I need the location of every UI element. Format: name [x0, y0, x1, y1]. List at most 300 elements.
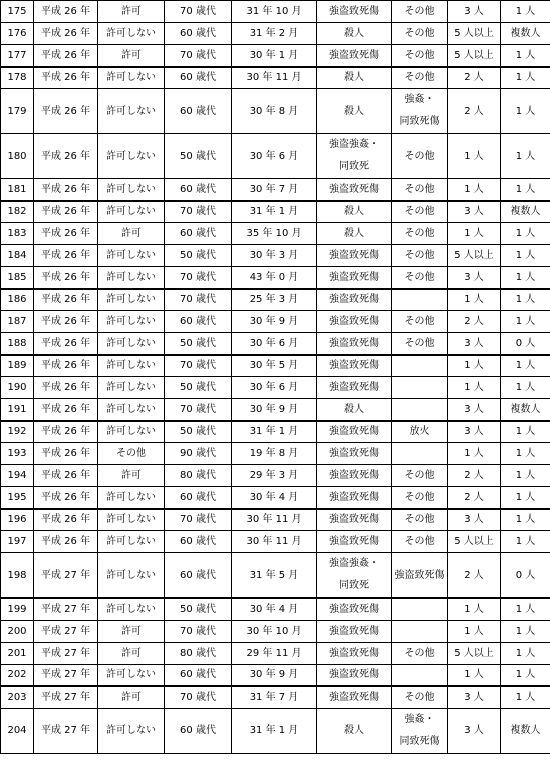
cell-other-crime: [392, 620, 448, 642]
table-row: [1, 289, 550, 311]
cell-number: 175: [1, 1, 34, 23]
cell-number: 197: [1, 531, 34, 553]
cell-count: 1 人: [501, 487, 550, 509]
cell-age-group: 60 歳代: [165, 708, 232, 753]
cell-other-crime: その他: [392, 509, 448, 531]
cell-other-crime: その他: [392, 245, 448, 267]
cell-permission: 許可: [98, 642, 165, 664]
cell-count: 0 人: [501, 553, 550, 599]
table-row: [1, 598, 550, 620]
cell-year: 平成 26 年: [34, 509, 98, 531]
cell-count: 1 人: [501, 67, 550, 89]
cell-permission: 許可しない: [98, 598, 165, 620]
cell-number: 185: [1, 267, 34, 289]
cell-age-group: 70 歳代: [165, 267, 232, 289]
cell-other-crime: その他: [392, 67, 448, 89]
cell-victims: 1 人: [448, 664, 501, 686]
cell-count: 1 人: [501, 311, 550, 333]
cell-victims: 1 人: [448, 289, 501, 311]
cell-other-crime: その他: [392, 311, 448, 333]
table-row: [1, 487, 550, 509]
cell-crime-type: 強盗致死傷: [317, 377, 392, 399]
cell-period: 35 年 10 月: [232, 223, 317, 245]
cell-crime-type: 殺人: [317, 399, 392, 421]
cell-permission: 許可しない: [98, 134, 165, 179]
cell-number: 200: [1, 620, 34, 642]
cell-number: 188: [1, 333, 34, 355]
table-row: [1, 355, 550, 377]
cell-count: 1 人: [501, 245, 550, 267]
table-row: [1, 620, 550, 642]
cell-permission: 許可しない: [98, 399, 165, 421]
cell-permission: 許可しない: [98, 333, 165, 355]
cell-crime-type: 強盗致死傷: [317, 509, 392, 531]
cell-victims: 3 人: [448, 267, 501, 289]
cell-number: 203: [1, 686, 34, 708]
cell-number: 193: [1, 443, 34, 465]
cell-age-group: 60 歳代: [165, 23, 232, 45]
cell-count: 1 人: [501, 1, 550, 23]
cell-year: 平成 26 年: [34, 355, 98, 377]
cell-crime-type: 強盗致死傷: [317, 487, 392, 509]
cell-victims: 3 人: [448, 1, 501, 23]
cell-victims: 3 人: [448, 708, 501, 753]
table-row: [1, 509, 550, 531]
table-row: [1, 311, 550, 333]
cell-other-crime: その他: [392, 333, 448, 355]
cell-other-crime: その他: [392, 686, 448, 708]
cell-number: 183: [1, 223, 34, 245]
cell-number: 204: [1, 708, 34, 753]
cell-victims: 3 人: [448, 201, 501, 223]
cell-number: 191: [1, 399, 34, 421]
cell-victims: 1 人: [448, 355, 501, 377]
cell-permission: 許可しない: [98, 67, 165, 89]
table-row: [1, 553, 550, 599]
cell-other-crime: その他: [392, 642, 448, 664]
cell-other-crime: その他: [392, 23, 448, 45]
cell-crime-type: 強盗致死傷: [317, 686, 392, 708]
cell-crime-type: 殺人: [317, 708, 392, 753]
cell-count: 1 人: [501, 642, 550, 664]
cell-crime-type: 強盗致死傷: [317, 355, 392, 377]
cell-victims: 2 人: [448, 67, 501, 89]
cell-other-crime: [392, 355, 448, 377]
cell-victims: 3 人: [448, 509, 501, 531]
cell-age-group: 50 歳代: [165, 598, 232, 620]
cell-age-group: 60 歳代: [165, 664, 232, 686]
cell-period: 30 年 6 月: [232, 333, 317, 355]
cell-age-group: 70 歳代: [165, 201, 232, 223]
cell-other-crime: その他: [392, 267, 448, 289]
cell-number: 190: [1, 377, 34, 399]
cell-period: 30 年 6 月: [232, 134, 317, 179]
cell-number: 181: [1, 179, 34, 201]
cell-other-crime: [392, 289, 448, 311]
cell-count: 1 人: [501, 465, 550, 487]
cell-crime-type: 強盗致死傷: [317, 1, 392, 23]
cell-crime-type: 強盗致死傷: [317, 179, 392, 201]
cell-age-group: 80 歳代: [165, 465, 232, 487]
cell-crime-type: 殺人: [317, 223, 392, 245]
cell-age-group: 70 歳代: [165, 45, 232, 67]
cell-number: 195: [1, 487, 34, 509]
cell-victims: 2 人: [448, 465, 501, 487]
cell-count: 1 人: [501, 134, 550, 179]
cell-period: 25 年 3 月: [232, 289, 317, 311]
cell-victims: 1 人: [448, 179, 501, 201]
cell-permission: 許可しない: [98, 355, 165, 377]
cell-year: 平成 26 年: [34, 399, 98, 421]
cell-number: 176: [1, 23, 34, 45]
cell-permission: 許可しない: [98, 89, 165, 134]
cell-year: 平成 26 年: [34, 201, 98, 223]
cell-crime-type: 強盗致死傷: [317, 289, 392, 311]
cell-number: 187: [1, 311, 34, 333]
cell-number: 182: [1, 201, 34, 223]
cell-age-group: 60 歳代: [165, 179, 232, 201]
cell-period: 43 年 0 月: [232, 267, 317, 289]
cell-age-group: 80 歳代: [165, 642, 232, 664]
cell-victims: 1 人: [448, 443, 501, 465]
cell-crime-type: 強盗致死傷: [317, 311, 392, 333]
cell-other-crime: その他: [392, 531, 448, 553]
table-row: [1, 421, 550, 443]
cell-year: 平成 26 年: [34, 1, 98, 23]
cell-year: 平成 26 年: [34, 179, 98, 201]
cell-other-crime: その他: [392, 487, 448, 509]
cell-period: 29 年 11 月: [232, 642, 317, 664]
cell-other-crime: その他: [392, 45, 448, 67]
cell-other-crime: その他: [392, 465, 448, 487]
cell-age-group: 50 歳代: [165, 245, 232, 267]
cell-victims: 5 人以上: [448, 245, 501, 267]
cell-period: 31 年 10 月: [232, 1, 317, 23]
cell-permission: 許可しない: [98, 509, 165, 531]
cell-number: 189: [1, 355, 34, 377]
cell-period: 30 年 7 月: [232, 179, 317, 201]
table-row: [1, 708, 550, 753]
cell-year: 平成 26 年: [34, 134, 98, 179]
cell-permission: 許可: [98, 465, 165, 487]
cell-count: 0 人: [501, 333, 550, 355]
cell-permission: 許可: [98, 1, 165, 23]
cell-victims: 2 人: [448, 553, 501, 599]
cell-victims: 1 人: [448, 620, 501, 642]
cell-number: 180: [1, 134, 34, 179]
cell-victims: 3 人: [448, 686, 501, 708]
cell-permission: その他: [98, 443, 165, 465]
cell-age-group: 50 歳代: [165, 333, 232, 355]
table-row: [1, 642, 550, 664]
table-row: [1, 443, 550, 465]
cell-victims: 5 人以上: [448, 642, 501, 664]
table-row: [1, 89, 550, 134]
cell-year: 平成 26 年: [34, 289, 98, 311]
cell-age-group: 50 歳代: [165, 377, 232, 399]
cell-victims: 1 人: [448, 598, 501, 620]
cell-period: 30 年 11 月: [232, 509, 317, 531]
cell-age-group: 70 歳代: [165, 399, 232, 421]
cell-year: 平成 26 年: [34, 45, 98, 67]
cell-year: 平成 26 年: [34, 465, 98, 487]
cell-year: 平成 26 年: [34, 377, 98, 399]
table-row: [1, 399, 550, 421]
cell-other-crime: [392, 664, 448, 686]
cell-age-group: 60 歳代: [165, 487, 232, 509]
cell-count: 1 人: [501, 443, 550, 465]
table-row: [1, 45, 550, 67]
cell-other-crime: 強姦・ 同致死傷: [392, 708, 448, 753]
cell-period: 19 年 8 月: [232, 443, 317, 465]
table-row: [1, 333, 550, 355]
cell-crime-type: 殺人: [317, 67, 392, 89]
cell-age-group: 60 歳代: [165, 89, 232, 134]
table-row: [1, 531, 550, 553]
cell-crime-type: 殺人: [317, 23, 392, 45]
cell-year: 平成 26 年: [34, 267, 98, 289]
cell-crime-type: 強盗致死傷: [317, 642, 392, 664]
cell-age-group: 60 歳代: [165, 531, 232, 553]
cell-victims: 2 人: [448, 487, 501, 509]
cell-count: 複数人: [501, 201, 550, 223]
cell-other-crime: [392, 443, 448, 465]
cell-age-group: 60 歳代: [165, 223, 232, 245]
cell-crime-type: 強盗致死傷: [317, 333, 392, 355]
cell-other-crime: [392, 598, 448, 620]
cell-victims: 5 人以上: [448, 23, 501, 45]
cell-number: 186: [1, 289, 34, 311]
cell-other-crime: その他: [392, 201, 448, 223]
cell-period: 30 年 1 月: [232, 45, 317, 67]
cell-year: 平成 27 年: [34, 664, 98, 686]
cell-number: 177: [1, 45, 34, 67]
cell-victims: 5 人以上: [448, 45, 501, 67]
table-row: [1, 1, 550, 23]
cell-count: 1 人: [501, 421, 550, 443]
cell-other-crime: その他: [392, 223, 448, 245]
cell-victims: 2 人: [448, 89, 501, 134]
cell-permission: 許可: [98, 686, 165, 708]
cell-number: 179: [1, 89, 34, 134]
cell-count: 1 人: [501, 289, 550, 311]
cell-other-crime: その他: [392, 179, 448, 201]
table-row: [1, 267, 550, 289]
cell-count: 1 人: [501, 223, 550, 245]
cell-year: 平成 26 年: [34, 245, 98, 267]
cell-year: 平成 27 年: [34, 553, 98, 599]
cell-period: 30 年 8 月: [232, 89, 317, 134]
cell-count: 1 人: [501, 89, 550, 134]
table-row: [1, 686, 550, 708]
table-row: [1, 377, 550, 399]
cell-age-group: 70 歳代: [165, 509, 232, 531]
cell-other-crime: その他: [392, 1, 448, 23]
cell-period: 30 年 9 月: [232, 399, 317, 421]
table-row: [1, 201, 550, 223]
cell-period: 31 年 1 月: [232, 201, 317, 223]
cell-crime-type: 強盗強姦・ 同致死: [317, 553, 392, 599]
cell-number: 178: [1, 67, 34, 89]
cell-age-group: 60 歳代: [165, 67, 232, 89]
cell-crime-type: 強盗致死傷: [317, 245, 392, 267]
cell-count: 1 人: [501, 509, 550, 531]
cell-period: 30 年 4 月: [232, 598, 317, 620]
cell-permission: 許可しない: [98, 708, 165, 753]
cell-period: 30 年 4 月: [232, 487, 317, 509]
cell-age-group: 90 歳代: [165, 443, 232, 465]
cell-crime-type: 強盗致死傷: [317, 531, 392, 553]
cell-year: 平成 26 年: [34, 89, 98, 134]
cell-permission: 許可: [98, 223, 165, 245]
table-row: [1, 245, 550, 267]
cell-year: 平成 27 年: [34, 642, 98, 664]
cell-number: 199: [1, 598, 34, 620]
cell-period: 30 年 3 月: [232, 245, 317, 267]
cell-age-group: 50 歳代: [165, 134, 232, 179]
cell-permission: 許可しない: [98, 245, 165, 267]
cell-age-group: 70 歳代: [165, 289, 232, 311]
cell-permission: 許可しない: [98, 421, 165, 443]
cell-period: 30 年 10 月: [232, 620, 317, 642]
cell-permission: 許可しない: [98, 311, 165, 333]
cell-period: 31 年 7 月: [232, 686, 317, 708]
cell-age-group: 70 歳代: [165, 1, 232, 23]
cell-number: 184: [1, 245, 34, 267]
cell-period: 30 年 9 月: [232, 311, 317, 333]
cell-victims: 1 人: [448, 377, 501, 399]
cell-crime-type: 強盗致死傷: [317, 421, 392, 443]
cell-other-crime: 強盗致死傷: [392, 553, 448, 599]
cell-year: 平成 26 年: [34, 333, 98, 355]
cell-age-group: 70 歳代: [165, 620, 232, 642]
cell-period: 31 年 1 月: [232, 708, 317, 753]
table-row: [1, 664, 550, 686]
cell-permission: 許可しない: [98, 553, 165, 599]
cell-permission: 許可しない: [98, 531, 165, 553]
cell-victims: 3 人: [448, 399, 501, 421]
cell-year: 平成 26 年: [34, 223, 98, 245]
cell-count: 1 人: [501, 531, 550, 553]
cell-year: 平成 27 年: [34, 598, 98, 620]
cell-count: 1 人: [501, 620, 550, 642]
cell-period: 30 年 6 月: [232, 377, 317, 399]
cell-count: 1 人: [501, 598, 550, 620]
cell-permission: 許可しない: [98, 23, 165, 45]
cell-victims: 2 人: [448, 311, 501, 333]
cell-permission: 許可しない: [98, 377, 165, 399]
cell-crime-type: 殺人: [317, 201, 392, 223]
cell-age-group: 50 歳代: [165, 421, 232, 443]
cell-count: 1 人: [501, 355, 550, 377]
cell-crime-type: 強盗致死傷: [317, 443, 392, 465]
cell-year: 平成 26 年: [34, 421, 98, 443]
cell-count: 1 人: [501, 45, 550, 67]
cell-age-group: 70 歳代: [165, 355, 232, 377]
cell-period: 30 年 5 月: [232, 355, 317, 377]
cell-count: 1 人: [501, 664, 550, 686]
cell-other-crime: [392, 377, 448, 399]
cell-permission: 許可しない: [98, 201, 165, 223]
cell-count: 複数人: [501, 708, 550, 753]
cell-year: 平成 26 年: [34, 23, 98, 45]
cell-year: 平成 27 年: [34, 708, 98, 753]
cell-crime-type: 強盗致死傷: [317, 267, 392, 289]
cell-number: 194: [1, 465, 34, 487]
cell-period: 31 年 2 月: [232, 23, 317, 45]
cell-permission: 許可: [98, 45, 165, 67]
cell-victims: 1 人: [448, 134, 501, 179]
cell-other-crime: 強姦・ 同致死傷: [392, 89, 448, 134]
cell-count: 1 人: [501, 179, 550, 201]
table-row: [1, 67, 550, 89]
table-row: [1, 223, 550, 245]
cell-permission: 許可しない: [98, 664, 165, 686]
cell-year: 平成 26 年: [34, 531, 98, 553]
cell-permission: 許可: [98, 620, 165, 642]
table-body: [1, 1, 550, 754]
cell-year: 平成 27 年: [34, 620, 98, 642]
cell-period: 30 年 9 月: [232, 664, 317, 686]
cell-crime-type: 強盗強姦・ 同致死: [317, 134, 392, 179]
cell-age-group: 60 歳代: [165, 553, 232, 599]
cell-victims: 3 人: [448, 421, 501, 443]
cell-period: 30 年 11 月: [232, 67, 317, 89]
cell-other-crime: [392, 399, 448, 421]
cell-year: 平成 26 年: [34, 443, 98, 465]
cell-crime-type: 殺人: [317, 89, 392, 134]
cell-age-group: 60 歳代: [165, 311, 232, 333]
cell-permission: 許可しない: [98, 267, 165, 289]
cell-year: 平成 26 年: [34, 487, 98, 509]
cell-number: 198: [1, 553, 34, 599]
cell-permission: 許可しない: [98, 179, 165, 201]
cell-count: 複数人: [501, 399, 550, 421]
cell-period: 29 年 3 月: [232, 465, 317, 487]
cell-victims: 1 人: [448, 223, 501, 245]
cell-count: 1 人: [501, 267, 550, 289]
table-row: [1, 134, 550, 179]
cell-crime-type: 強盗致死傷: [317, 620, 392, 642]
cell-other-crime: その他: [392, 134, 448, 179]
cell-permission: 許可しない: [98, 289, 165, 311]
cell-count: 1 人: [501, 377, 550, 399]
cell-crime-type: 強盗致死傷: [317, 465, 392, 487]
cell-crime-type: 強盗致死傷: [317, 45, 392, 67]
cell-number: 192: [1, 421, 34, 443]
cell-permission: 許可しない: [98, 487, 165, 509]
cell-year: 平成 26 年: [34, 311, 98, 333]
cell-number: 201: [1, 642, 34, 664]
cell-period: 30 年 11 月: [232, 531, 317, 553]
cell-crime-type: 強盗致死傷: [317, 598, 392, 620]
cell-victims: 3 人: [448, 333, 501, 355]
cell-year: 平成 27 年: [34, 686, 98, 708]
table-row: [1, 465, 550, 487]
cell-count: 1 人: [501, 686, 550, 708]
cell-count: 複数人: [501, 23, 550, 45]
cell-number: 202: [1, 664, 34, 686]
cell-other-crime: 放火: [392, 421, 448, 443]
table-row: [1, 23, 550, 45]
cell-victims: 5 人以上: [448, 531, 501, 553]
table-row: [1, 179, 550, 201]
cell-number: 196: [1, 509, 34, 531]
cell-age-group: 70 歳代: [165, 686, 232, 708]
cell-crime-type: 強盗致死傷: [317, 664, 392, 686]
cell-year: 平成 26 年: [34, 67, 98, 89]
cell-period: 31 年 5 月: [232, 553, 317, 599]
